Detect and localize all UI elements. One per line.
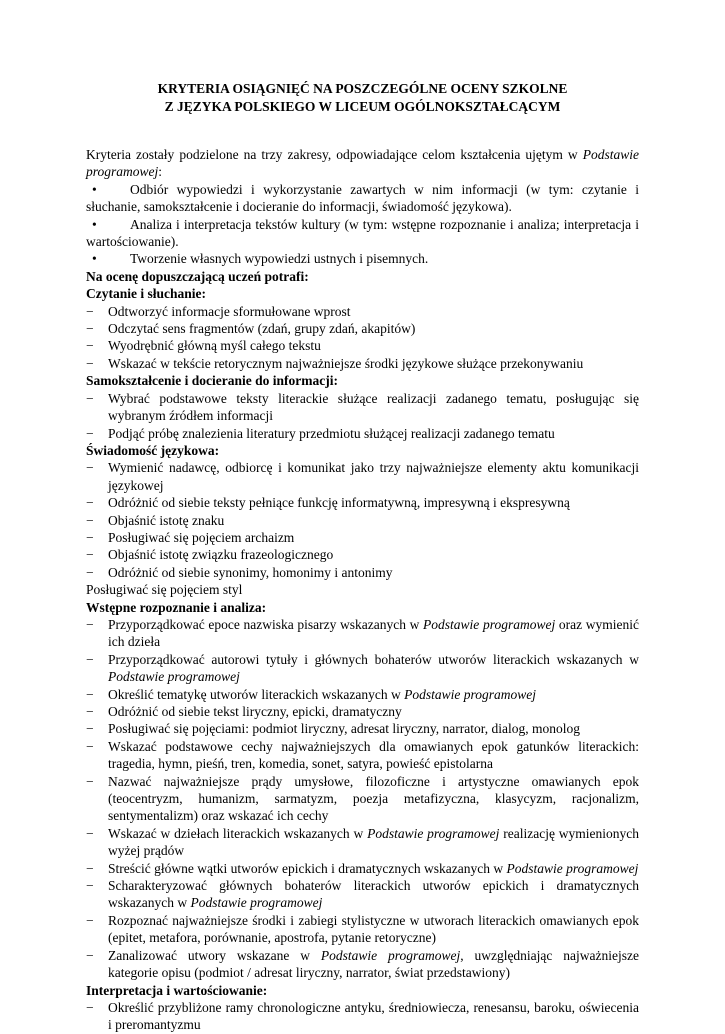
list-item: − Nazwać najważniejsze prądy umysłowe, filozoficzne i artystyczne omawianych epok (teocentryzm, humanizm, sarmatyzm, poezja metafizyczna, klasycyzm, racjonalizm, sentymentalizm) oraz wskazać ich cechy	[86, 773, 639, 824]
list-item: − Posługiwać się pojęciem archaizm	[86, 529, 295, 545]
title-line-2: Z JĘZYKA POLSKIEGO W LICEUM OGÓLNOKSZTAŁCĄCYM	[164, 99, 561, 114]
bullet-icon: •	[92, 181, 97, 197]
bullet-icon: •	[92, 251, 97, 267]
list-item: − Wskazać w tekście retorycznym najważniejsze środki językowe służące przekonywaniu	[86, 355, 584, 371]
dash-icon: −	[86, 912, 94, 928]
dash-icon: −	[86, 495, 94, 511]
document-body	[86, 146, 639, 1034]
list-item: − Podjąć próbę znalezienia literatury przedmiotu służącej realizacji zadanego tematu	[86, 425, 555, 441]
dash-icon: −	[86, 390, 94, 406]
section-heading-reading: Czytanie i słuchanie:	[86, 286, 206, 302]
section-heading-interpretation: Interpretacja i wartościowanie:	[86, 982, 268, 998]
list-item: − Odczytać sens fragmentów (zdań, grupy zdań, akapitów)	[86, 321, 416, 337]
dash-icon: −	[86, 686, 94, 702]
dash-icon: −	[86, 616, 94, 632]
list-item: − Wskazać w dziełach literackich wskazanych w Podstawie programowej realizację wymienionych wyżej prądów	[86, 825, 639, 859]
dash-icon: −	[86, 425, 94, 441]
bullet-icon: •	[92, 216, 97, 232]
scope-bullet-3: • Tworzenie własnych wypowiedzi ustnych i pisemnych.	[86, 250, 639, 267]
dash-icon: −	[86, 721, 94, 737]
dash-icon: −	[86, 704, 94, 719]
section-heading-self-study: Samokształcenie i docieranie do informacji:	[86, 373, 338, 389]
dash-icon: −	[86, 512, 94, 528]
dash-icon: −	[86, 321, 94, 337]
dash-icon: −	[86, 947, 94, 963]
dash-icon: −	[86, 355, 94, 371]
list-item: − Objaśnić istotę znaku	[86, 512, 225, 528]
dash-icon: −	[86, 860, 94, 876]
dash-icon: −	[86, 529, 94, 545]
dash-icon: −	[86, 773, 94, 789]
document-title	[0, 80, 725, 116]
list-item: − Scharakteryzować głównych bohaterów literackich utworów epickich i dramatycznych wskazanych w Podstawie programowej	[86, 878, 639, 911]
section-heading-analysis: Wstępne rozpoznanie i analiza:	[86, 599, 267, 615]
title-line-1: KRYTERIA OSIĄGNIĘĆ NA POSZCZEGÓLNE OCENY SZKOLNE	[157, 81, 568, 96]
dash-icon: −	[86, 738, 94, 754]
dash-icon: −	[86, 564, 94, 580]
dash-icon: −	[86, 825, 94, 841]
dash-icon: −	[86, 547, 94, 563]
list-item: − Określić przybliżone ramy chronologiczne antyku, średniowiecza, renesansu, baroku, oświecenia i preromantyzmu	[86, 999, 639, 1033]
plain-line: Posługiwać się pojęciem styl	[86, 582, 243, 598]
section-heading-awareness: Świadomość językowa:	[86, 442, 220, 458]
scope-bullet-2: • Analiza i interpretacja tekstów kultury (w tym: wstępne rozpoznanie i analiza; interpretacja i wartościowanie).	[86, 216, 639, 250]
list-item: − Wybrać podstawowe teksty literackie służące realizacji zadanego tematu, posługując się wybranym źródłem informacji	[86, 390, 639, 424]
intro-paragraph: Kryteria zostały podzielone na trzy zakresy, odpowiadające celom kształcenia ujętym w Podstawie programowej:	[86, 147, 639, 180]
list-item: − Rozpoznać najważniejsze środki i zabiegi stylistyczne w utworach literackich omawianych epok (epitet, metafora, porównanie, apostrofa, pytanie retoryczne)	[86, 912, 639, 946]
dash-icon: −	[86, 460, 94, 476]
dash-icon: −	[86, 651, 94, 667]
dash-icon: −	[86, 303, 94, 319]
list-item: − Posługiwać się pojęciami: podmiot liryczny, adresat liryczny, narrator, dialog, monolog	[86, 721, 580, 737]
list-item: − Odtworzyć informacje sformułowane wprost	[86, 303, 351, 319]
list-item: − Odróżnić od siebie synonimy, homonimy i antonimy	[86, 564, 393, 580]
list-item: − Określić tematykę utworów literackich wskazanych w Podstawie programowej	[86, 686, 537, 702]
dash-icon: −	[86, 999, 94, 1015]
list-item: − Objaśnić istotę związku frazeologicznego	[86, 547, 334, 563]
dash-icon: −	[86, 878, 94, 894]
grade-heading: Na ocenę dopuszczającą uczeń potrafi:	[86, 268, 309, 284]
list-item: − Przyporządkować autorowi tytuły i głównych bohaterów utworów literackich wskazanych w Podstawie programowej	[86, 651, 639, 685]
list-item: − Wymienić nadawcę, odbiorcę i komunikat jako trzy najważniejsze elementy aktu komunikacji językowej	[86, 460, 639, 493]
list-item: − Wyodrębnić główną myśl całego tekstu	[86, 338, 321, 354]
scope-bullet-1: • Odbiór wypowiedzi i wykorzystanie zawartych w nim informacji (w tym: czytanie i słuchanie, samokształcenie i docieranie do informacji, świadomość językowa).	[86, 181, 639, 215]
list-item: − Odróżnić od siebie tekst liryczny, epicki, dramatyczny	[86, 704, 402, 719]
list-item: − Zanalizować utwory wskazane w Podstawie programowej, uwzględniając najważniejsze kategorie opisu (podmiot / adresat liryczny, narrator, świat przedstawiony)	[86, 947, 639, 981]
list-item: − Przyporządkować epoce nazwiska pisarzy wskazanych w Podstawie programowej oraz wymienić ich dzieła	[86, 616, 639, 650]
list-item: − Wskazać podstawowe cechy najważniejszych dla omawianych epok gatunków literackich: tragedia, hymn, pieśń, tren, komedia, sonet, satyra, powieść epistolarna	[86, 738, 639, 772]
list-item: − Odróżnić od siebie teksty pełniące funkcję informatywną, impresywną i ekspresywną	[86, 495, 570, 511]
dash-icon: −	[86, 338, 94, 354]
list-item: − Streścić główne wątki utworów epickich i dramatycznych wskazanych w Podstawie programowej	[86, 860, 639, 876]
